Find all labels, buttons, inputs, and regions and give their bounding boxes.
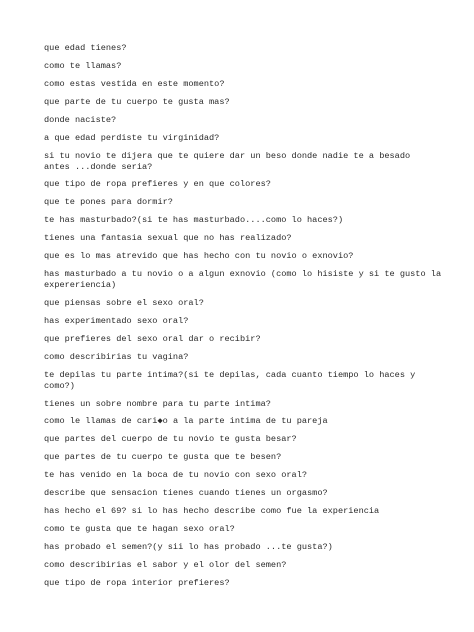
question-line: tienes una fantasia sexual que no has realizado? [44,233,292,244]
question-line: que partes de tu cuerpo te gusta que te besen? [44,452,282,463]
question-line: como estas vestida en este momento? [44,78,225,89]
question-line: como te gusta que te hagan sexo oral? [44,524,235,535]
question-line: que es lo mas atrevido que has hecho con tu novio o exnovio? [44,251,354,262]
question-line: te has masturbado?(si te has masturbado....como lo haces?) [44,215,344,226]
question-line: describe que sensacion tienes cuando tienes un orgasmo? [44,488,328,499]
question-line: como describirias tu vagina? [44,351,189,362]
question-line: donde naciste? [44,114,117,125]
question-line: te depilas tu parte intima?(si te depilas, cada cuanto tiempo lo haces y como?) [44,369,421,391]
question-list [44,43,444,596]
question-line: como le llamas de cari◆o a la parte intima de tu pareja [44,416,328,427]
question-line: que parte de tu cuerpo te gusta mas? [44,96,230,107]
question-line: a que edad perdiste tu virginidad? [44,132,220,143]
question-line: has hecho el 69? si lo has hecho describe como fue la experiencia [44,506,380,517]
question-line: como te llamas? [44,60,122,71]
question-line: has masturbado a tu novio o a algun exnovio (como lo hisiste y si te gusto la expereriencia) [44,269,442,290]
question-line: que prefieres del sexo oral dar o recibir? [44,333,261,344]
question-line: que partes del cuerpo de tu novio te gusta besar? [44,434,297,445]
question-line: has experimentado sexo oral? [44,315,189,326]
question-line: tienes un sobre nombre para tu parte intima? [44,398,271,409]
question-line: como describirias el sabor y el olor del semen? [44,560,287,571]
question-line: que tipo de ropa prefieres y en que colores? [44,179,271,190]
question-line: te has venido en la boca de tu novio con sexo oral? [44,470,308,481]
question-line: que piensas sobre el sexo oral? [44,297,204,308]
question-line: que edad tienes? [44,43,127,53]
question-line: si tu novio te dijera que te quiere dar un beso donde nadie te a besado antes ...donde seria? [44,150,411,172]
question-line: has probado el semen?(y sii lo has probado ...te gusta?) [44,542,333,553]
question-line: que te pones para dormir? [44,197,173,208]
question-line: que tipo de ropa interior prefieres? [44,578,230,589]
